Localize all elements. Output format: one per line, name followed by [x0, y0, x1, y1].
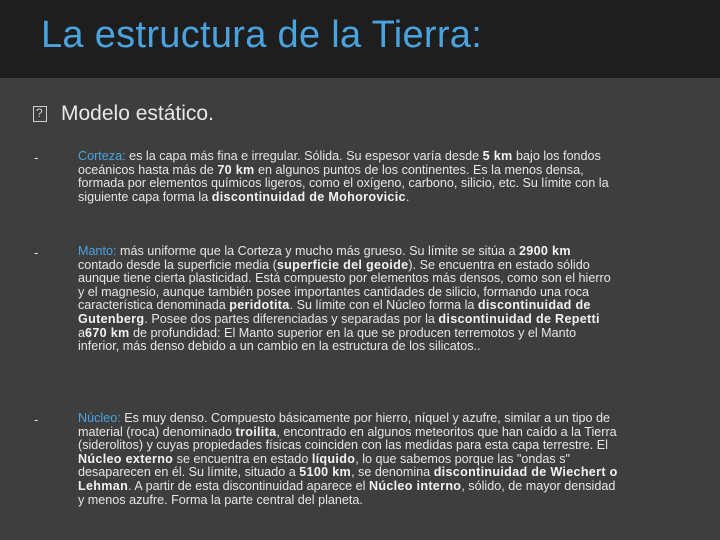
term-manto: Manto:: [78, 244, 117, 258]
text-segment: , sólido, de mayor densidad y menos azufre. Forma la parte central del planeta.: [78, 478, 616, 507]
text-segment: más uniforme que la Corteza y mucho más grueso. Su límite se sitúa a: [116, 244, 519, 258]
text-segment: . Su límite con el Núcleo forma la: [289, 298, 478, 313]
bold-term: líquido: [311, 451, 356, 466]
dash-bullet: -: [34, 245, 39, 260]
paragraph-manto: [78, 245, 618, 354]
text-segment: contado desde la superficie media (: [78, 257, 277, 272]
bold-term: Núcleo interno: [368, 478, 462, 493]
bold-term: 670 km: [85, 325, 130, 340]
text-segment: se encuentra en estado: [173, 451, 312, 466]
list-item-nucleo: [34, 412, 618, 507]
list-item-manto: [34, 245, 618, 354]
paragraph-nucleo: [78, 412, 618, 507]
text-segment: es la capa más fina e irregular. Sólida. Su espesor varía desde: [125, 149, 483, 163]
text-segment: bajo los fondos oceánicos hasta más de: [78, 149, 601, 177]
dash-bullet: -: [34, 150, 39, 165]
slide-title: La estructura de la Tierra:: [41, 14, 483, 56]
text-segment: , lo que sabemos porque las "ondas s" desaparecen en él. Su límite, situado a: [78, 451, 570, 480]
term-nucleo: Núcleo:: [78, 411, 121, 425]
term-corteza: Corteza:: [78, 149, 126, 163]
bold-term: 5 km: [482, 149, 513, 163]
text-segment: , se denomina: [351, 465, 434, 480]
bold-term: peridotita: [229, 298, 290, 313]
bold-term: discontinuidad de Gutenberg: [78, 298, 591, 326]
dash-bullet: -: [34, 412, 39, 427]
text-segment: ). Se encuentra en estado sólido aunque tiene cierta plasticidad. Está compuesto por elementos más densos, como son el hierro y el magnesio, aunque también posee importantes cantidades de silicio, formando una roca característica denominada: [78, 257, 611, 313]
bold-term: 2900 km: [519, 244, 571, 258]
bold-term: superficie del geoide: [276, 257, 409, 272]
slide-subtitle: Modelo estático.: [61, 102, 214, 125]
bold-term: troilita: [235, 424, 277, 439]
bold-term: discontinuidad de Repetti: [438, 311, 600, 326]
bold-term: Núcleo externo: [78, 451, 174, 466]
subtitle-row: [33, 102, 214, 126]
bold-term: 5100 km: [299, 465, 352, 480]
bold-term: discontinuidad de Wiechert o Lehman: [78, 465, 618, 493]
bullet-box-icon: [33, 106, 47, 122]
list-item-corteza: [34, 150, 618, 204]
text-segment: en algunos puntos de los continentes. Es la menos densa, formada por elementos químicos ligeros, como el oxígeno, carbono, silicio, etc. Su límite con la siguiente capa forma la: [78, 162, 609, 204]
text-segment: de profundidad: El Manto superior en la que se producen terremotos y el Manto inferior, más denso debido a un cambio en la estructura de los silicatos..: [78, 325, 577, 354]
text-segment: .: [405, 189, 410, 204]
text-segment: . Posee dos partes diferenciadas y separadas por la: [144, 311, 439, 326]
text-segment: . A partir de esta discontinuidad aparece el: [128, 478, 369, 493]
paragraph-corteza: [78, 150, 618, 204]
text-segment: a: [78, 325, 86, 340]
text-segment: Es muy denso. Compuesto básicamente por hierro, níquel y azufre, similar a un tipo de material (roca) denominado: [78, 411, 611, 439]
text-segment: , encontrado en algunos meteoritos que han caído a la Tierra (siderolitos) y cuyas propiedades físicas coinciden con las medidas para esta capa terrestre. El: [78, 424, 617, 453]
bold-term: discontinuidad de Mohorovicic: [211, 189, 406, 204]
bold-term: 70 km: [217, 162, 255, 177]
